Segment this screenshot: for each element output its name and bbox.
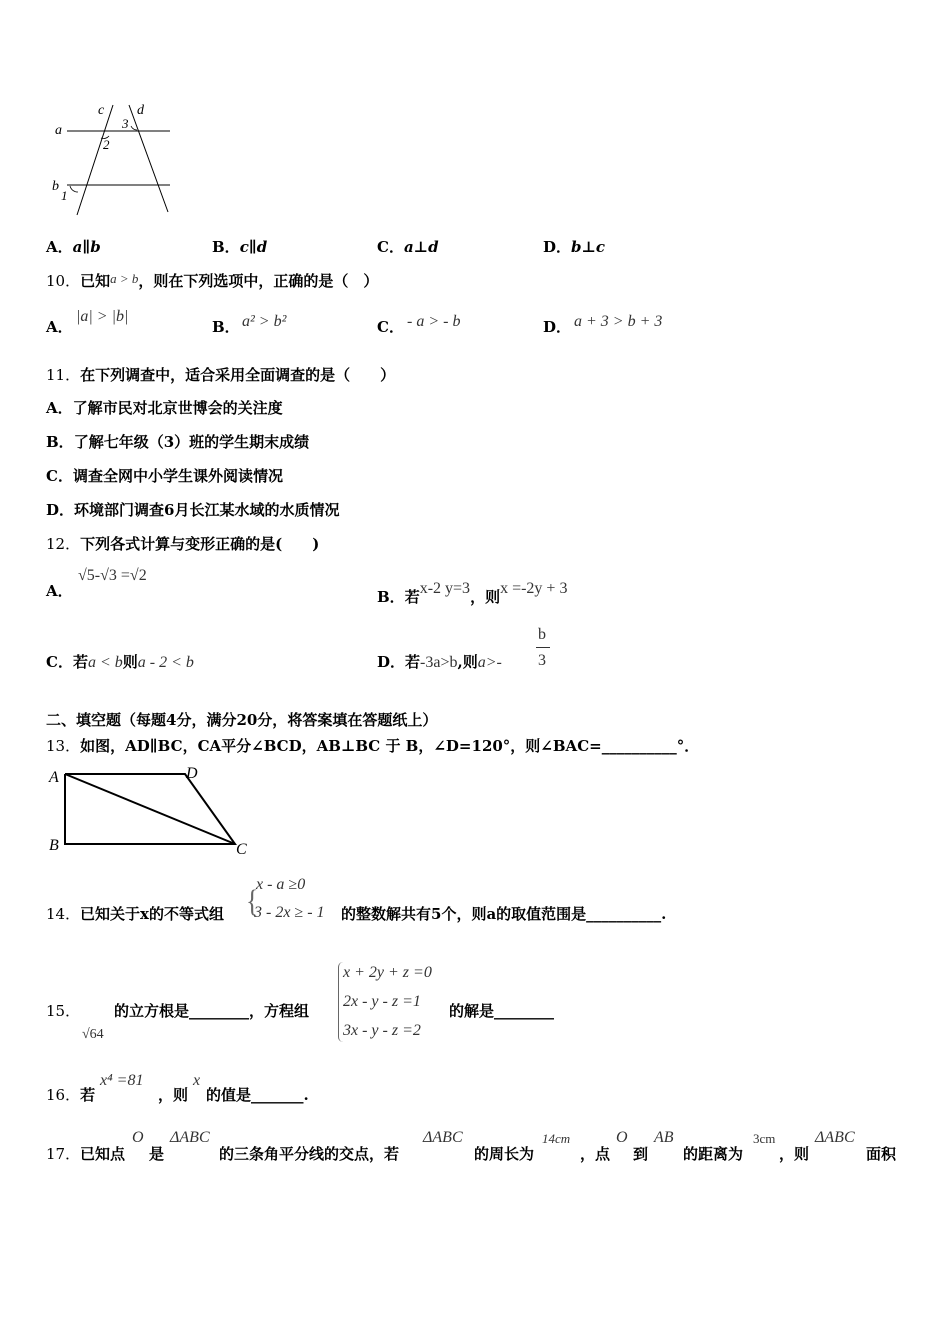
q12-d-fraction-denominator: 3	[538, 652, 546, 669]
q17-math-1: O	[132, 1129, 144, 1146]
q15-text3: 的解是________	[449, 1002, 555, 1020]
q17-math-3: ΔABC	[423, 1129, 463, 1146]
q16-stem: 16．若	[46, 1086, 96, 1104]
q17-part-8: ，则	[779, 1145, 810, 1163]
label-2: 2	[103, 137, 110, 152]
q15-blank-1[interactable]: ________	[189, 1002, 250, 1020]
q9-option-d[interactable]: D．b⊥c	[543, 238, 606, 256]
q17-part-7: 的距离为	[683, 1145, 744, 1163]
q10-option-b[interactable]: B．	[212, 318, 240, 336]
q13-trapezoid-figure	[45, 762, 260, 862]
q9-option-b[interactable]: B．c∥d	[212, 238, 268, 256]
q17-math-2: ΔABC	[170, 1129, 210, 1146]
q17-part-2: 是	[149, 1145, 165, 1163]
q17-math-6: AB	[654, 1129, 674, 1146]
q14-blank[interactable]: __________	[586, 905, 662, 923]
q10-option-a[interactable]: A．	[46, 318, 73, 336]
q13-blank[interactable]: __________	[601, 737, 677, 755]
q17-part-6: 到	[633, 1145, 649, 1163]
q15-blank-2[interactable]: ________	[494, 1002, 555, 1020]
q16-post: 的值是_______.	[206, 1086, 309, 1104]
q15-text1: 的立方根是________，方程组	[114, 1002, 310, 1020]
q14-brace: {	[246, 884, 259, 919]
q13-label-a: A	[49, 769, 59, 786]
q17-number: 17．	[46, 1145, 81, 1163]
q9-option-a[interactable]: A．a∥b	[46, 238, 101, 256]
q12-d-fraction-numerator: b	[538, 626, 546, 643]
q15-radical: √64	[82, 1027, 104, 1042]
q16-variable: x	[193, 1072, 201, 1089]
q17-part-9: 面积	[866, 1145, 897, 1163]
q17-math-4: 14cm	[542, 1131, 571, 1146]
label-a: a	[55, 123, 62, 138]
q14-pre: 已知关于x的不等式组	[80, 905, 224, 923]
q12-d-fraction-bar	[536, 647, 550, 648]
q12-stem: 12．下列各式计算与变形正确的是( )	[46, 535, 320, 553]
q17-part-1: 已知点	[80, 1145, 126, 1163]
q11-option-d[interactable]: D．环境部门调查6月长江某水域的水质情况	[46, 501, 340, 519]
q14-post: 的整数解共有5个，则a的取值范围是__________.	[341, 905, 667, 923]
q9-parallel-lines-figure	[45, 100, 180, 220]
q14-sys-line-1: x - a ≥0	[256, 876, 306, 893]
q15-number: 15．	[46, 1002, 81, 1020]
q13-label-b: B	[49, 837, 59, 854]
q17-part-4: 的周长为	[474, 1145, 535, 1163]
q17-part-3: 的三条角平分线的交点，若	[219, 1145, 400, 1163]
q12-option-a[interactable]: A．	[46, 582, 73, 600]
q10-option-a-expr: |a| > |b|	[76, 308, 129, 325]
label-1: 1	[61, 188, 68, 203]
q13-stem: 13．如图，AD∥BC，CA平分∠BCD，AB⊥BC 于 B，∠D=120°，则∠BAC=__________°．	[46, 737, 700, 755]
q15-sys-line-2: 2x - y - z =1	[343, 993, 421, 1010]
q10-option-d[interactable]: D．	[543, 318, 572, 336]
q11-stem: 11．在下列调查中，适合采用全面调查的是（ ）	[46, 366, 396, 384]
q17-math-7: 3cm	[753, 1131, 776, 1146]
q10-option-c[interactable]: C．	[377, 318, 404, 336]
q15-sys-line-1: x + 2y + z =0	[343, 964, 432, 981]
q15-sys-line-3: 3x - y - z =2	[343, 1022, 421, 1039]
q10-stem: 10．已知a > b，则在下列选项中，正确的是（ ）	[46, 271, 379, 290]
label-c: c	[98, 103, 105, 118]
q10-option-d-expr: a + 3 > b + 3	[574, 313, 663, 330]
q11-option-c[interactable]: C．调查全网中小学生课外阅读情况	[46, 467, 283, 485]
q14-number: 14．	[46, 905, 81, 923]
q17-math-5: O	[616, 1129, 628, 1146]
q16-mid: ，则	[158, 1086, 189, 1104]
q17-part-5: ，点	[580, 1145, 611, 1163]
q10-option-b-expr: a² > b²	[242, 313, 287, 330]
label-3: 3	[122, 116, 129, 131]
q17-math-8: ΔABC	[815, 1129, 855, 1146]
q11-option-b[interactable]: B．了解七年级（3）班的学生期末成绩	[46, 433, 310, 451]
q10-option-c-expr: - a > - b	[407, 313, 461, 330]
q9-option-c[interactable]: C．a⊥d	[377, 238, 439, 256]
section-2-title: 二、填空题（每题4分，满分20分，将答案填在答题纸上）	[46, 711, 438, 729]
q16-equation: x⁴ =81	[100, 1072, 144, 1089]
q11-option-a[interactable]: A．了解市民对北京世博会的关注度	[46, 399, 283, 417]
label-b: b	[52, 179, 59, 194]
q14-sys-line-2: 3 - 2x ≥ - 1	[254, 904, 325, 921]
q16-blank[interactable]: _______	[251, 1086, 304, 1104]
label-d: d	[137, 103, 144, 118]
q12-option-c[interactable]: C．若a < b则a - 2 < b	[46, 653, 194, 671]
q12-option-b[interactable]: B．若x-2 y=3，则x =-2y + 3	[377, 580, 568, 606]
q12-option-d[interactable]: D．若-3a>b,则a>-	[377, 653, 502, 671]
q12-option-a-expr: √5-√3 =√2	[78, 567, 147, 584]
q13-label-c: C	[236, 841, 247, 858]
q13-label-d: D	[186, 765, 198, 782]
